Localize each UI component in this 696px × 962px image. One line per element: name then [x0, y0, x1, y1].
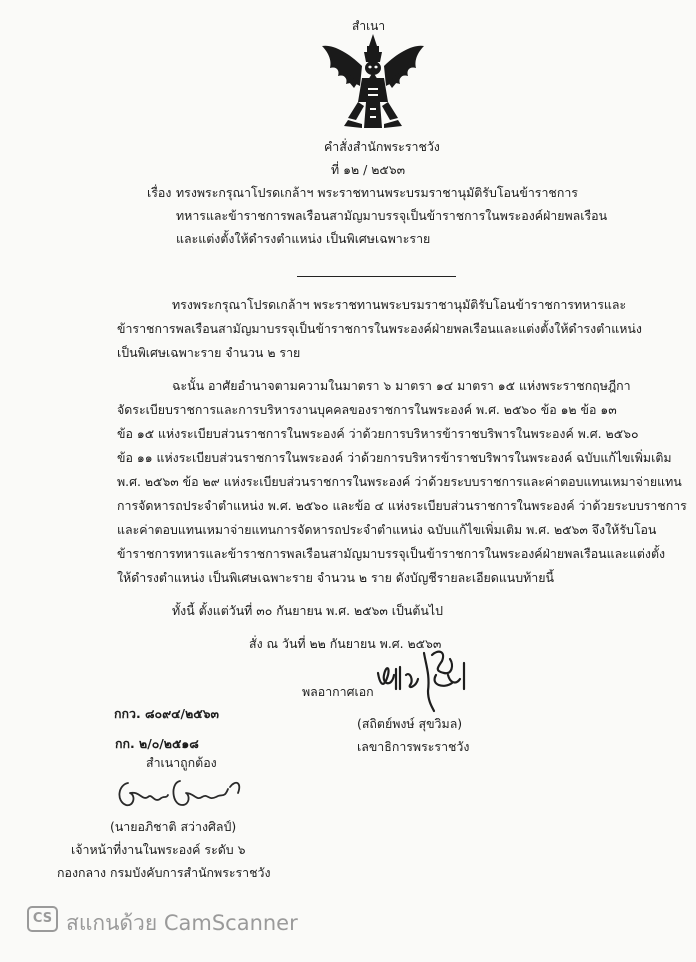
body-line: ข้าราชการพลเรือนสามัญมาบรรจุเป็นข้าราชการในพระองค์ฝ่ายพลเรือนและแต่งตั้งให้ดำรงตำแหน่ง	[117, 321, 642, 336]
effective-date-line: ทั้งนี้ ตั้งแต่วันที่ ๓๐ กันยายน พ.ศ. ๒๕๖๓ เป็นต้นไป	[172, 603, 443, 618]
signatory-rank: พลอากาศเอก	[302, 684, 374, 699]
body-line: พ.ศ. ๒๕๖๓ ข้อ ๒๙ แห่งระเบียบส่วนราชการในพระองค์ ว่าด้วยระบบราชการและค่าตอบแทนเหมาจ่ายแทน	[117, 474, 682, 489]
certified-copy-label: สำเนาถูกต้อง	[146, 755, 217, 770]
certifier-signature	[110, 775, 255, 820]
certifier-name: (นายอภิชาติ สว่างศิลป์)	[110, 819, 237, 834]
signature-mark	[372, 645, 482, 715]
body-line: จัดระเบียบราชการและการบริหารงานบุคคลของราชการในพระองค์ พ.ศ. ๒๕๖๐ ข้อ ๑๒ ข้อ ๑๓	[117, 402, 617, 417]
order-number: ที่ ๑๒ / ๒๕๖๓	[331, 162, 406, 177]
certifier-department: กองกลาง กรมบังคับการสำนักพระราชวัง	[57, 865, 271, 880]
subject-label: เรื่อง	[147, 185, 172, 200]
order-date-line: สั่ง ณ วันที่ ๒๒ กันยายน พ.ศ. ๒๕๖๓	[249, 636, 442, 651]
body-line: ฉะนั้น อาศัยอำนาจตามความในมาตรา ๖ มาตรา ๑๔ มาตรา ๑๕ แห่งพระราชกฤษฎีกา	[172, 378, 631, 393]
camscanner-watermark: สแกนด้วย CamScanner	[66, 911, 298, 935]
body-line: เป็นพิเศษเฉพาะราย จำนวน ๒ ราย	[117, 345, 301, 360]
subject-line: ทหารและข้าราชการพลเรือนสามัญมาบรรจุเป็นข้าราชการในพระองค์ฝ่ายพลเรือน	[176, 208, 608, 223]
subject-line: ทรงพระกรุณาโปรดเกล้าฯ พระราชทานพระบรมราชานุมัติรับโอนข้าราชการ	[176, 185, 578, 200]
body-line: ข้าราชการทหารและข้าราชการพลเรือนสามัญมาบรรจุเป็นข้าราชการในพระองค์ฝ่ายพลเรือนและแต่งตั้ง	[117, 546, 666, 561]
camscanner-logo-icon: CS	[27, 906, 58, 932]
certifier-position: เจ้าหน้าที่งานในพระองค์ ระดับ ๖	[71, 842, 246, 857]
signatory-name: (สถิตย์พงษ์ สุขวิมล)	[357, 716, 463, 731]
body-line: ข้อ ๑๑ แห่งระเบียบส่วนราชการในพระองค์ ว่าด้วยการบริหารข้าราชบริพารในพระองค์ ฉบับแก้ไขเพิ่มเติม	[117, 450, 672, 465]
document-title: คำสั่งสำนักพระราชวัง	[324, 139, 440, 154]
body-line: ให้ดำรงตำแหน่ง เป็นพิเศษเฉพาะราย จำนวน ๒ ราย ดังบัญชีรายละเอียดแนบท้ายนี้	[117, 570, 554, 585]
reference-number: กก. ๒/๐/๒๕๑๘	[115, 736, 199, 751]
divider-rule	[297, 276, 456, 277]
reference-number: กกว. ๘๐๙๔/๒๕๖๓	[114, 706, 219, 721]
signatory-position: เลขาธิการพระราชวัง	[357, 739, 470, 754]
body-line: ข้อ ๑๕ แห่งระเบียบส่วนราชการในพระองค์ ว่าด้วยการบริหารข้าราชบริพารในพระองค์ พ.ศ. ๒๕๖๐	[117, 426, 639, 441]
copy-mark: สำเนา	[352, 19, 386, 33]
body-line: ทรงพระกรุณาโปรดเกล้าฯ พระราชทานพระบรมราชานุมัติรับโอนข้าราชการทหารและ	[172, 297, 627, 312]
subject-line: และแต่งตั้งให้ดำรงตำแหน่ง เป็นพิเศษเฉพาะราย	[176, 231, 431, 246]
garuda-emblem	[318, 32, 428, 132]
body-line: การจัดหารถประจำตำแหน่ง พ.ศ. ๒๕๖๐ และข้อ ๔ แห่งระเบียบส่วนราชการในพระองค์ ว่าด้วยระบบราชการ	[117, 498, 687, 513]
body-line: และค่าตอบแทนเหมาจ่ายแทนการจัดหารถประจำตำแหน่ง ฉบับแก้ไขเพิ่มเติม พ.ศ. ๒๕๖๓ จึงให้รับโอน	[117, 522, 657, 537]
